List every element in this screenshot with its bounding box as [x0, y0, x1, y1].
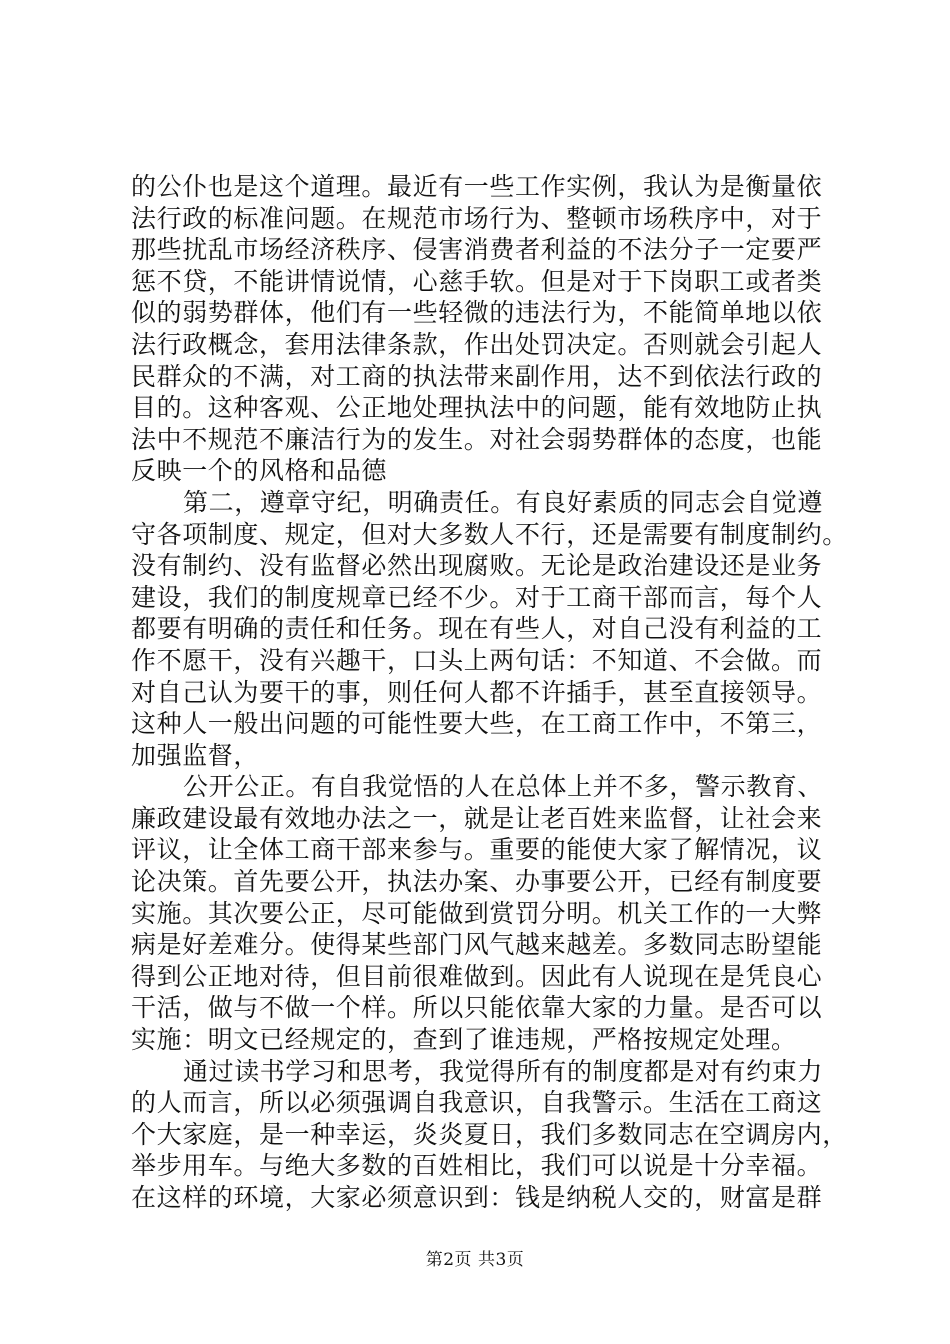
- paragraph-start-line: 通过读书学习和思考，我觉得所有的制度都是对有约束力: [183, 1056, 824, 1086]
- text-line: 惩不贷，不能讲情说情，心慈手软。但是对于下岗职工或者类: [131, 266, 823, 296]
- text-line: 评议，让全体工商干部来参与。重要的能使大家了解情况，议: [131, 835, 823, 865]
- text-line: 举步用车。与绝大多数的百姓相比，我们可以说是十分幸福。: [131, 1151, 823, 1181]
- text-line: 个大家庭，是一种幸运，炎炎夏日，我们多数同志在空调房内，: [131, 1119, 848, 1149]
- text-line: 目的。这种客观、公正地处理执法中的问题，能有效地防止执: [131, 393, 823, 423]
- text-line: 反映一个的风格和品德: [131, 456, 388, 486]
- text-line: 似的弱势群体，他们有一些轻微的违法行为，不能简单地以依: [131, 298, 823, 328]
- text-line: 作不愿干，没有兴趣干，口头上两句话：不知道、不会做。而: [131, 645, 823, 675]
- text-line: 守各项制度、规定，但对大多数人不行，还是需要有制度制约。: [131, 519, 848, 549]
- text-line: 干活，做与不做一个样。所以只能依靠大家的力量。是否可以: [131, 993, 823, 1023]
- text-line: 民群众的不满，对工商的执法带来副作用，达不到依法行政的: [131, 361, 823, 391]
- body-text: [131, 171, 848, 1214]
- text-line: 得到公正地对待，但目前很难做到。因此有人说现在是凭良心: [131, 961, 823, 991]
- text-line: 法行政的标准问题。在规范市场行为、整顿市场秩序中，对于: [131, 203, 823, 233]
- paragraph-start-line: 公开公正。有自我觉悟的人在总体上并不多，警示教育、: [183, 772, 824, 802]
- text-line: 在这样的环境，大家必须意识到：钱是纳税人交的，财富是群: [131, 1183, 823, 1212]
- text-line: 病是好差难分。使得某些部门风气越来越差。多数同志盼望能: [131, 930, 823, 960]
- text-line: 廉政建设最有效地办法之一，就是让老百姓来监督，让社会来: [131, 803, 823, 833]
- text-line: 那些扰乱市场经济秩序、侵害消费者利益的不法分子一定要严: [131, 235, 823, 265]
- text-line: 都要有明确的责任和任务。现在有些人，对自己没有利益的工: [131, 614, 823, 644]
- text-line: 实施。其次要公正，尽可能做到赏罚分明。机关工作的一大弊: [131, 898, 823, 928]
- text-line: 实施：明文已经规定的，查到了谁违规，严格按规定处理。: [131, 1025, 797, 1055]
- text-line: 对自己认为要干的事，则任何人都不许插手，甚至直接领导。: [131, 677, 823, 707]
- text-line: 的人而言，所以必须强调自我意识，自我警示。生活在工商这: [131, 1088, 823, 1118]
- paragraph-start-line: 第二，遵章守纪，明确责任。有良好素质的同志会自觉遵: [183, 487, 824, 517]
- page-number-label: 第2页 共3页: [425, 1250, 525, 1270]
- text-line: 加强监督，: [131, 740, 260, 770]
- text-line: 法行政概念，套用法律条款，作出处罚决定。否则就会引起人: [131, 329, 823, 359]
- page-footer: [0, 1245, 950, 1270]
- text-line: 论决策。首先要公开，执法办案、办事要公开，已经有制度要: [131, 867, 823, 897]
- text-line: 法中不规范不廉洁行为的发生。对社会弱势群体的态度，也能: [131, 424, 823, 454]
- text-line: 没有制约、没有监督必然出现腐败。无论是政治建设还是业务: [131, 551, 823, 581]
- text-line: 的公仆也是这个道理。最近有一些工作实例，我认为是衡量依: [131, 172, 823, 201]
- text-line: 这种人一般出问题的可能性要大些，在工商工作中，不第三，: [131, 709, 823, 739]
- text-line: 建设，我们的制度规章已经不少。对于工商干部而言，每个人: [131, 582, 823, 612]
